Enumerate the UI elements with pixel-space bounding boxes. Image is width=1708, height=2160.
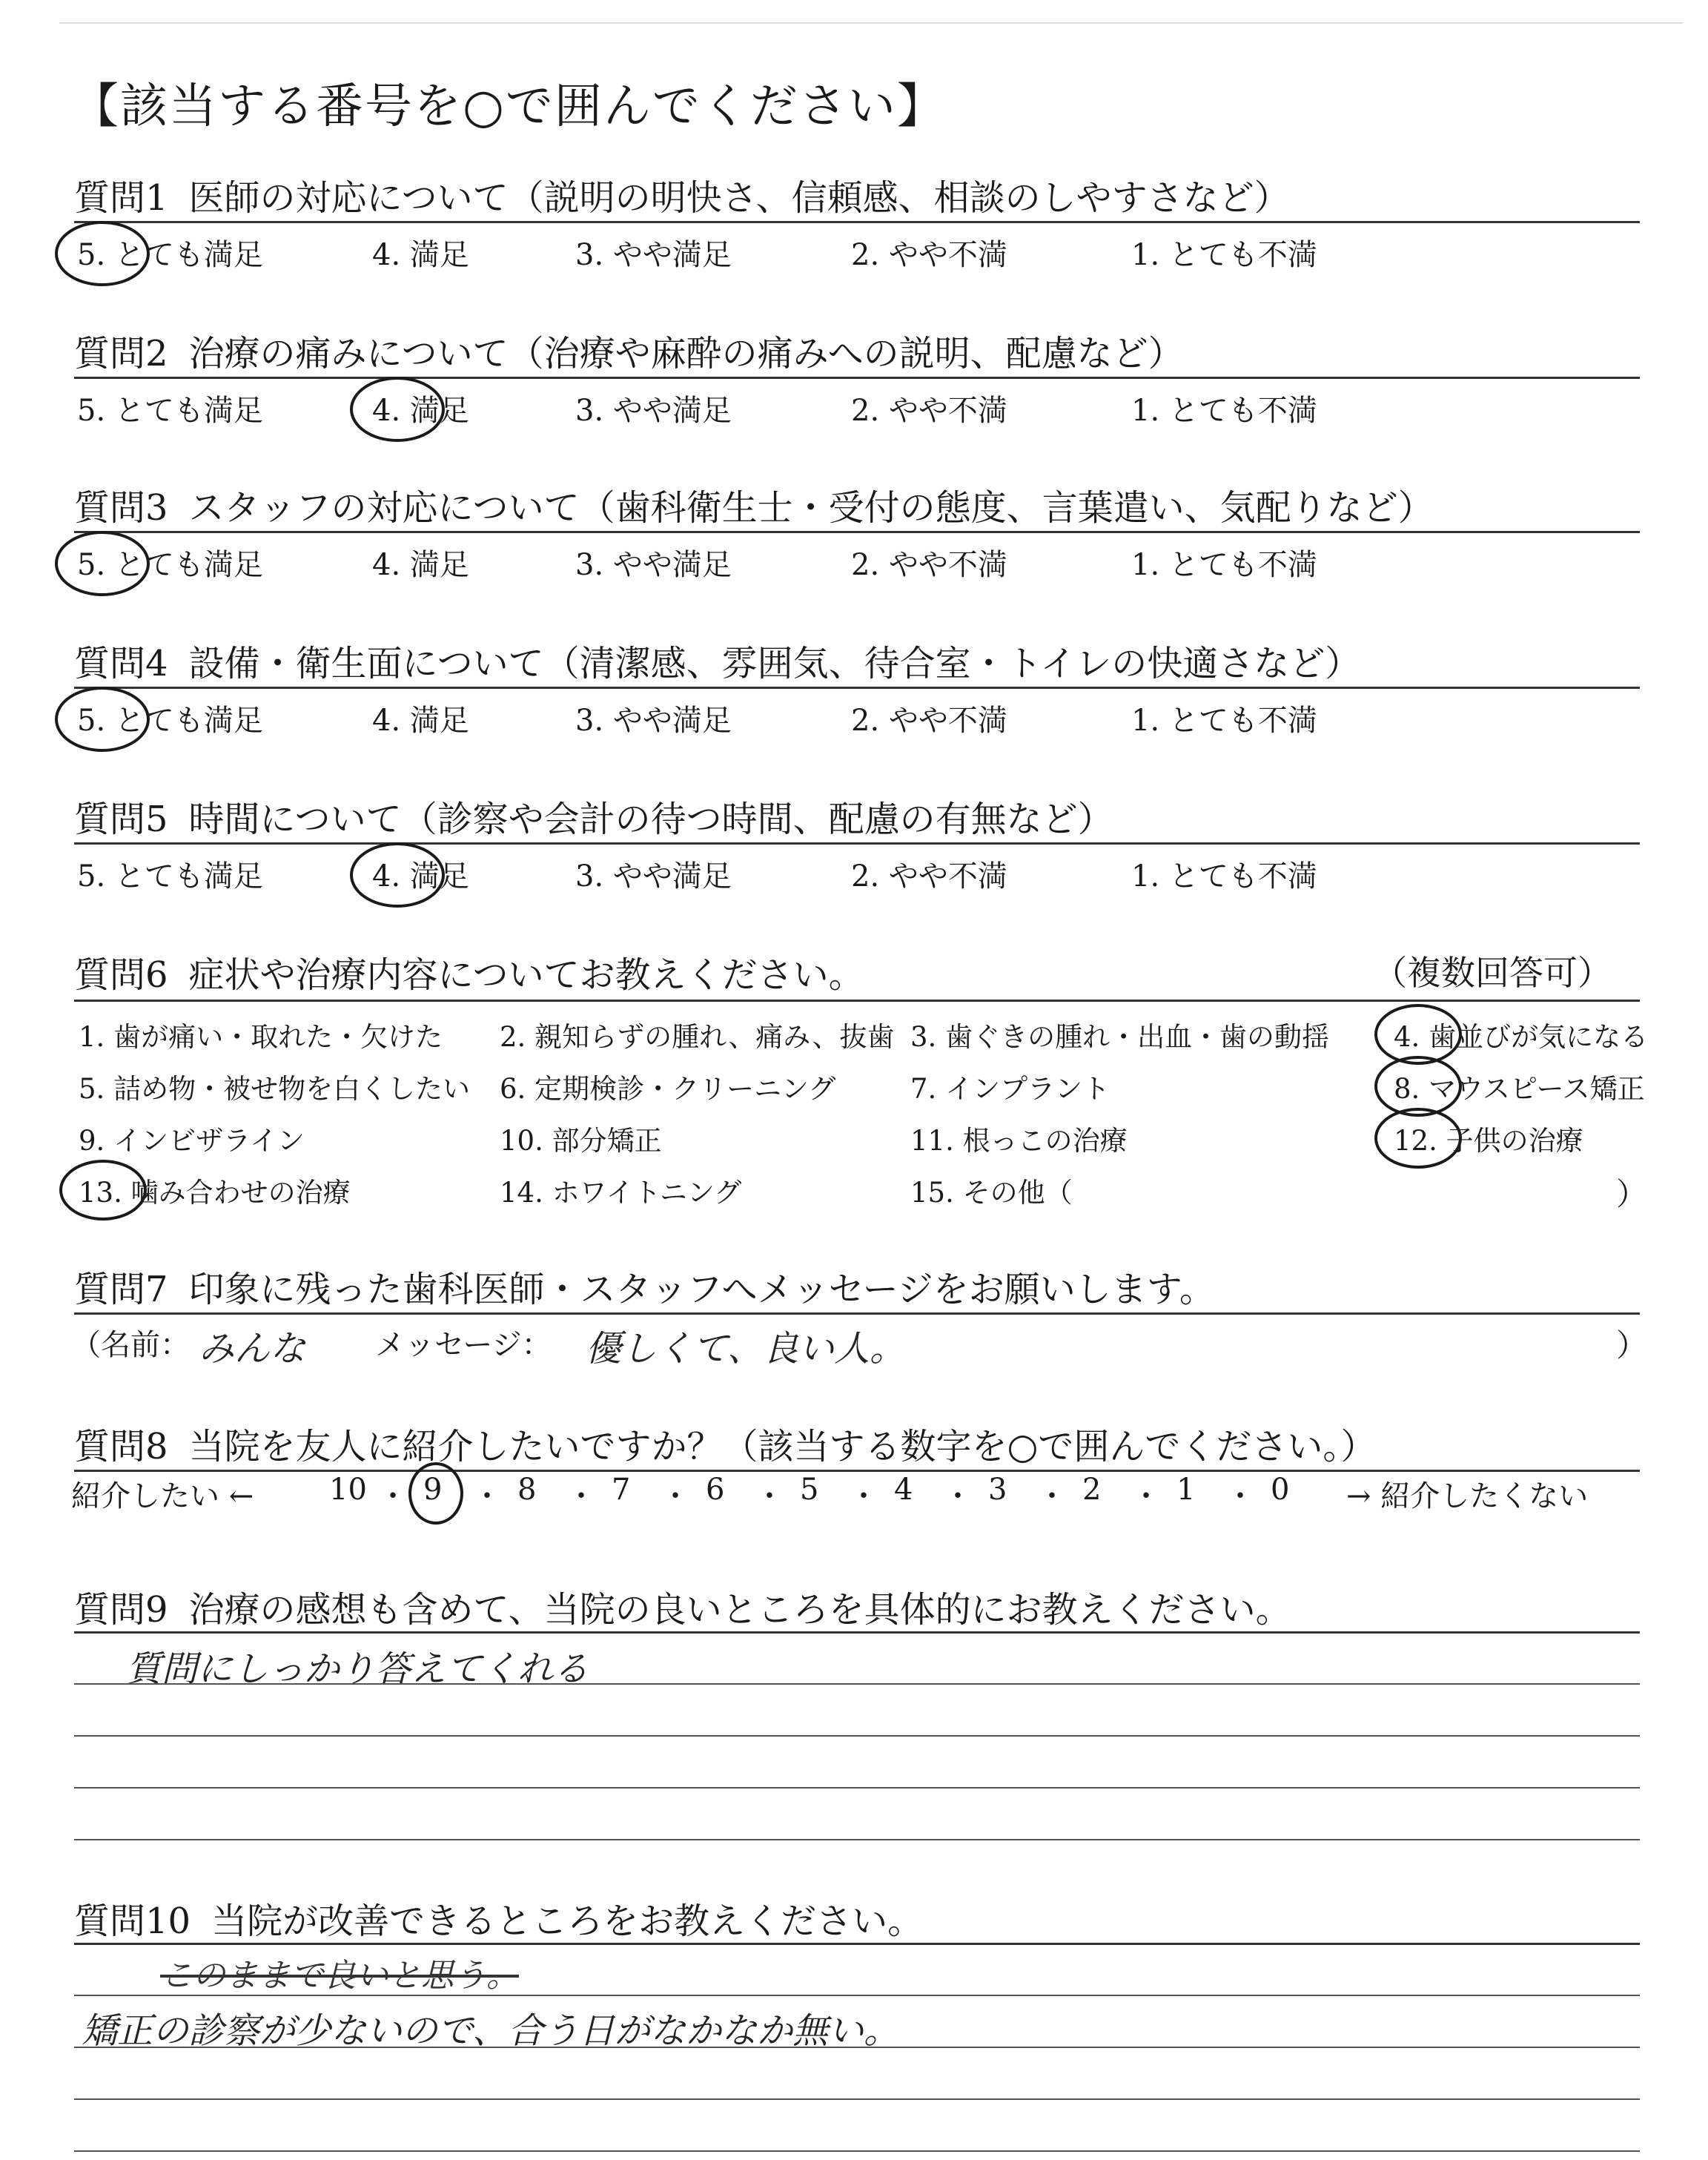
q6-other-close: ） — [1616, 1176, 1648, 1212]
q7-text: 印象に残った歯科医師・スタッフへメッセージをお願いします。 — [188, 1269, 1215, 1310]
q7-message-label: メッセージ： — [375, 1328, 552, 1362]
q1-option-2[interactable]: 2. やや不満 — [851, 238, 1007, 272]
q3-rule — [74, 531, 1640, 533]
q8-scale-separator: ・ — [755, 1479, 784, 1513]
q6-item-7[interactable]: 7. インプラント — [910, 1073, 1110, 1105]
q7-rule — [74, 1312, 1640, 1315]
q9-line-1 — [74, 1683, 1640, 1685]
q6-item-15[interactable]: 15. その他（ — [910, 1177, 1073, 1209]
q8-scale-4[interactable]: 4 — [894, 1473, 913, 1507]
q8-scale-3[interactable]: 3 — [988, 1473, 1007, 1507]
q2-option-1[interactable]: 1. とても不満 — [1131, 394, 1317, 428]
q3-option-4[interactable]: 4. 満足 — [372, 548, 469, 582]
q10-line-1 — [74, 1995, 1640, 1996]
q6-title — [74, 946, 864, 997]
q6-item-5[interactable]: 5. 詰め物・被せ物を白くしたい — [79, 1073, 471, 1105]
q7-close: ） — [1616, 1327, 1648, 1364]
q8-left-label: 紹介したい ← — [71, 1479, 254, 1513]
q1-rule — [74, 221, 1640, 223]
page-heading: 【該当する番号を○で囲んでください】 — [71, 79, 946, 134]
q3-option-5[interactable]: 5. とても満足 — [77, 548, 263, 582]
q5-rule — [74, 842, 1640, 845]
q5-option-2[interactable]: 2. やや不満 — [851, 859, 1007, 894]
q6-number: 質問6 — [74, 954, 168, 996]
q2-title — [74, 325, 1184, 376]
q4-text: 設備・衛生面について（清潔感、雰囲気、待合室・トイレの快適さなど） — [188, 643, 1361, 684]
q5-selection-circle — [350, 842, 445, 908]
q8-scale-5[interactable]: 5 — [800, 1473, 819, 1507]
q6-item-3[interactable]: 3. 歯ぐきの腫れ・出血・歯の動揺 — [910, 1021, 1330, 1053]
q3-selection-circle — [55, 531, 150, 596]
q6-item-10[interactable]: 10. 部分矯正 — [500, 1125, 662, 1157]
q8-scale-9[interactable]: 9 — [423, 1473, 443, 1507]
q1-selection-circle — [55, 221, 150, 286]
q7-title — [74, 1261, 1215, 1312]
q2-option-2[interactable]: 2. やや不満 — [851, 394, 1007, 428]
q6-item-14[interactable]: 14. ホワイトニング — [500, 1177, 742, 1209]
q8-scale-separator: ・ — [1037, 1479, 1067, 1513]
q8-scale-2[interactable]: 2 — [1082, 1473, 1102, 1507]
q2-option-5[interactable]: 5. とても満足 — [77, 394, 263, 428]
q3-option-2[interactable]: 2. やや不満 — [851, 548, 1007, 582]
q1-option-5[interactable]: 5. とても満足 — [77, 238, 263, 272]
q9-line-2 — [74, 1735, 1640, 1737]
q8-scale-separator: ・ — [943, 1479, 973, 1513]
q4-rule — [74, 687, 1640, 689]
q10-title — [74, 1892, 923, 1943]
q5-option-3[interactable]: 3. やや満足 — [575, 859, 732, 894]
q6-text: 症状や治療内容についてお教えください。 — [188, 954, 864, 996]
q3-option-1[interactable]: 1. とても不満 — [1131, 548, 1317, 582]
q10-text: 当院が改善できるところをお教えください。 — [211, 1900, 924, 1942]
q3-option-3[interactable]: 3. やや満足 — [575, 548, 732, 582]
q4-option-4[interactable]: 4. 満足 — [372, 704, 469, 738]
q7-message-value[interactable]: 優しくて、良い人。 — [586, 1328, 906, 1370]
q10-line-3 — [74, 2098, 1640, 2100]
q1-option-4[interactable]: 4. 満足 — [372, 238, 469, 272]
q5-option-1[interactable]: 1. とても不満 — [1131, 859, 1317, 894]
q9-title — [74, 1581, 1291, 1632]
q8-scale-separator: ・ — [378, 1479, 408, 1513]
q8-scale-separator: ・ — [566, 1479, 596, 1513]
q1-option-3[interactable]: 3. やや満足 — [575, 238, 732, 272]
q8-scale-separator: ・ — [849, 1479, 878, 1513]
q8-scale-separator: ・ — [1225, 1479, 1255, 1513]
q5-number: 質問5 — [74, 799, 168, 840]
q8-rule — [74, 1470, 1640, 1472]
q8-number: 質問8 — [74, 1426, 168, 1467]
q3-title — [74, 479, 1434, 530]
q6-multi-label: （複数回答可） — [1373, 953, 1612, 993]
q7-name-label: （名前： — [71, 1328, 190, 1362]
q4-option-1[interactable]: 1. とても不満 — [1131, 704, 1317, 738]
q6-item-4[interactable]: 4. 歯並びが気になる — [1394, 1021, 1649, 1053]
q8-scale-7[interactable]: 7 — [612, 1473, 631, 1507]
q7-name-value[interactable]: みんな — [199, 1328, 306, 1370]
q5-title — [74, 790, 1113, 842]
q6-selection-circle-12 — [1374, 1108, 1462, 1169]
q8-scale-0[interactable]: 0 — [1271, 1473, 1290, 1507]
q5-option-4[interactable]: 4. 満足 — [372, 859, 469, 894]
q10-line-2 — [74, 2047, 1640, 2048]
q8-scale-1[interactable]: 1 — [1176, 1473, 1196, 1507]
q4-number: 質問4 — [74, 643, 168, 684]
q5-option-5[interactable]: 5. とても満足 — [77, 859, 263, 894]
q4-option-2[interactable]: 2. やや不満 — [851, 704, 1007, 738]
q5-text: 時間について（診察や会計の待つ時間、配慮の有無など） — [188, 799, 1113, 840]
q10-struck-answer: このままで良いと思う。 — [160, 1957, 519, 1995]
q9-rule — [74, 1631, 1640, 1634]
q8-text: 当院を友人に紹介したいですか？（該当する数字を○で囲んでください。） — [188, 1426, 1377, 1467]
q10-answer[interactable]: 矯正の診察が少ないので、合う日がなかなか無い。 — [82, 2010, 900, 2052]
q1-number: 質問1 — [74, 177, 168, 219]
q9-text: 治療の感想も含めて、当院の良いところを具体的にお教えください。 — [188, 1589, 1291, 1631]
q2-text: 治療の痛みについて（治療や麻酔の痛みへの説明、配慮など） — [188, 333, 1184, 374]
q2-option-3[interactable]: 3. やや満足 — [575, 394, 732, 428]
top-edge-line — [59, 22, 1683, 24]
q6-item-13[interactable]: 13. 噛み合わせの治療 — [79, 1177, 351, 1209]
q4-option-3[interactable]: 3. やや満足 — [575, 704, 732, 738]
q2-selection-circle — [350, 377, 445, 442]
q9-number: 質問9 — [74, 1589, 168, 1631]
q8-scale-10[interactable]: 10 — [329, 1473, 367, 1507]
q6-item-8[interactable]: 8. マウスピース矯正 — [1394, 1073, 1645, 1105]
q2-rule — [74, 377, 1640, 379]
q4-title — [74, 635, 1360, 686]
q4-option-5[interactable]: 5. とても満足 — [77, 704, 263, 738]
q6-item-1[interactable]: 1. 歯が痛い・取れた・欠けた — [79, 1021, 443, 1053]
q8-selection-circle — [408, 1462, 463, 1525]
q2-option-4[interactable]: 4. 満足 — [372, 394, 469, 428]
q9-line-4 — [74, 1839, 1640, 1840]
q8-right-label: → 紹介したくない — [1346, 1479, 1589, 1513]
q6-rule — [74, 1000, 1640, 1002]
q6-item-6[interactable]: 6. 定期検診・クリーニング — [500, 1073, 836, 1105]
q8-scale-6[interactable]: 6 — [706, 1473, 725, 1507]
q6-selection-circle-13 — [59, 1160, 147, 1221]
q3-number: 質問3 — [74, 487, 168, 529]
q6-item-2[interactable]: 2. 親知らずの腫れ、痛み、抜歯 — [500, 1021, 895, 1053]
q8-scale-separator: ・ — [1131, 1479, 1161, 1513]
q4-selection-circle — [55, 687, 150, 752]
q1-title — [74, 169, 1290, 220]
q1-text: 医師の対応について（説明の明快さ、信頼感、相談のしやすさなど） — [188, 177, 1290, 219]
q8-scale-separator: ・ — [472, 1479, 502, 1513]
q6-item-9[interactable]: 9. インビザライン — [79, 1125, 305, 1157]
q10-number: 質問10 — [74, 1900, 191, 1942]
q8-scale-separator: ・ — [661, 1479, 690, 1513]
q2-number: 質問2 — [74, 333, 168, 374]
q3-text: スタッフの対応について（歯科衛生士・受付の態度、言葉遣い、気配りなど） — [188, 487, 1434, 529]
q8-scale-8[interactable]: 8 — [517, 1473, 537, 1507]
q7-number: 質問7 — [74, 1269, 168, 1310]
q9-answer[interactable]: 質問にしっかり答えてくれる — [126, 1648, 589, 1690]
q9-line-3 — [74, 1787, 1640, 1789]
q10-line-4 — [74, 2150, 1640, 2152]
q10-rule — [74, 1943, 1640, 1945]
q6-item-12[interactable]: 12. 子供の治療 — [1394, 1125, 1583, 1157]
q6-item-11[interactable]: 11. 根っこの治療 — [910, 1125, 1128, 1157]
q8-title — [74, 1418, 1376, 1469]
q1-option-1[interactable]: 1. とても不満 — [1131, 238, 1317, 272]
